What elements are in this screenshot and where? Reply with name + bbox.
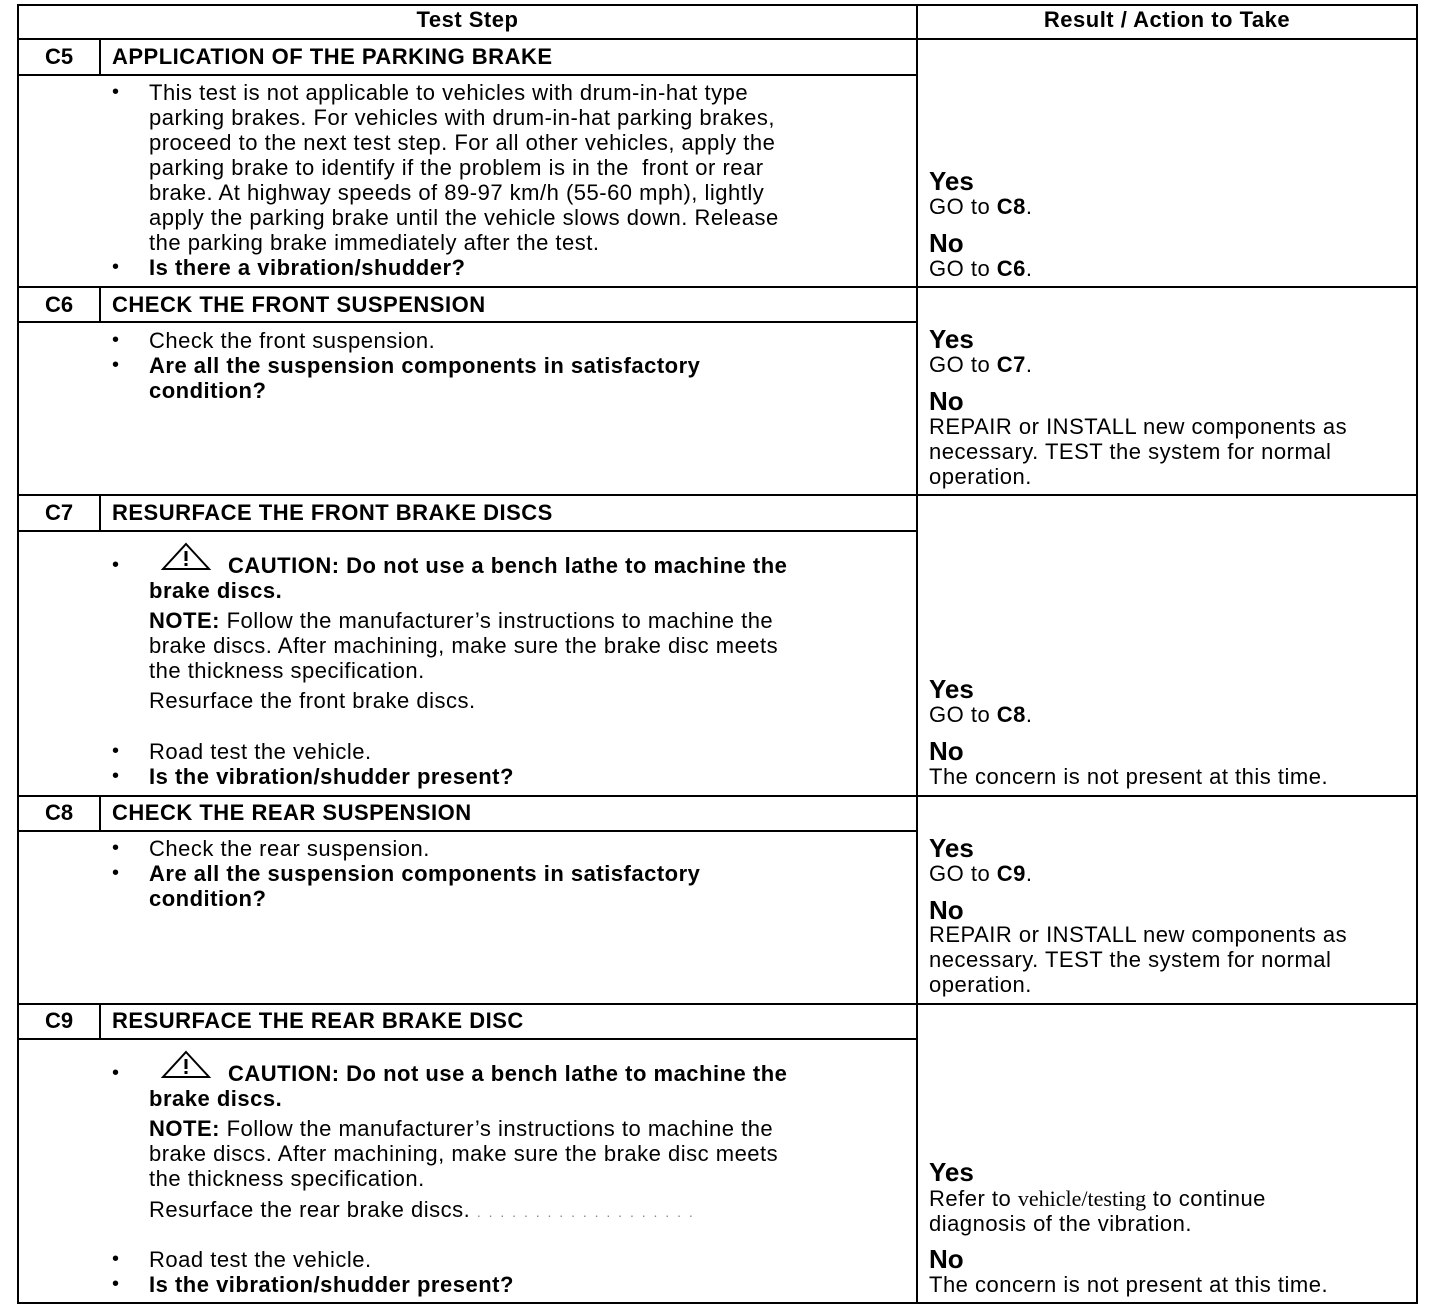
step-action: Resurface the rear brake discs. . . . . . . . . . . . . . . . . . . . [149,1197,695,1222]
goto-target: C8 [996,702,1026,727]
step-text-line: apply the parking brake until the vehicle slows down. Release [149,205,779,230]
step-question: condition? [149,886,267,911]
note-text: brake discs. After machining, make sure the brake disc meets [149,633,779,658]
goto-target: C9 [996,861,1026,886]
step-text-line: parking brake to identify if the problem is in the front or rear [149,155,764,180]
step-question: condition? [149,378,267,403]
step-action: Resurface the front brake discs. [149,688,476,713]
note-text: the thickness specification. [149,1166,425,1191]
bullet: • [112,1248,120,1270]
note-label: NOTE: [149,608,220,633]
step-text-line: Road test the vehicle. [149,739,372,764]
no-action: The concern is not present at this time. [929,1272,1329,1297]
step-text-line: Check the rear suspension. [149,836,430,861]
step-text-line: This test is not applicable to vehicles with drum-in-hat type [149,80,749,105]
step-question: Is the vibration/shudder present? [149,1272,514,1297]
step-question: Is the vibration/shudder present? [149,764,514,789]
step-text-line: Check the front suspension. [149,328,436,353]
goto-target: C7 [996,352,1026,377]
warning-triangle-icon [160,1050,212,1080]
yes-label: Yes [929,674,974,704]
no-action-line: operation. [929,972,1032,997]
step-text-line: parking brakes. For vehicles with drum-in-hat parking brakes, [149,105,775,130]
no-action: GO to C6. [929,256,1033,281]
no-action-line: REPAIR or INSTALL new components as [929,922,1348,947]
step-title: RESURFACE THE REAR BRAKE DISC [112,1008,524,1033]
yes-label: Yes [929,324,974,354]
yes-label: Yes [929,833,974,863]
bullet: • [112,329,120,351]
yes-action: GO to C8. [929,702,1033,727]
step-code: C7 [44,500,74,525]
step-question: Are all the suspension components in satisfactory [149,861,701,886]
no-label: No [929,386,964,416]
step-text-line: proceed to the next test step. For all other vehicles, apply the [149,130,776,155]
step-text-line: brake. At highway speeds of 89-97 km/h (55-60 mph), lightly [149,180,765,205]
faint-text: . . . . . . . . . . . . . . . . . . . [476,1204,695,1220]
step-title: RESURFACE THE FRONT BRAKE DISCS [112,500,553,525]
no-action-line: REPAIR or INSTALL new components as [929,414,1348,439]
goto-target: C8 [996,194,1026,219]
header-test-step: Test Step [416,7,519,32]
step-text-line: the parking brake immediately after the test. [149,230,600,255]
yes-label: Yes [929,1157,974,1187]
no-label: No [929,895,964,925]
bullet: • [112,765,120,787]
step-question: Is there a vibration/shudder? [149,255,466,280]
bullet: • [112,256,120,278]
note-text: NOTE: Follow the manufacturer’s instructions to machine the [149,1116,774,1141]
yes-action-line: diagnosis of the vibration. [929,1211,1192,1236]
note-text: the thickness specification. [149,658,425,683]
caution-text: brake discs. [149,578,283,603]
step-code: C5 [44,44,74,69]
bullet: • [112,740,120,762]
step-code: C8 [44,800,74,825]
step-code: C6 [44,292,74,317]
bullet: • [112,1062,120,1084]
caution-text: brake discs. [149,1086,283,1111]
yes-action: GO to C8. [929,194,1033,219]
note-label: NOTE: [149,1116,220,1141]
bullet: • [112,81,120,103]
no-action-line: necessary. TEST the system for normal [929,439,1332,464]
step-title: CHECK THE FRONT SUSPENSION [112,292,486,317]
step-question: Are all the suspension components in satisfactory [149,353,701,378]
step-code: C9 [44,1008,74,1033]
bullet: • [112,1273,120,1295]
no-label: No [929,1244,964,1274]
no-label: No [929,736,964,766]
goto-target: C6 [996,256,1026,281]
bullet: • [112,862,120,884]
step-text-line: Road test the vehicle. [149,1247,372,1272]
step-title: CHECK THE REAR SUSPENSION [112,800,472,825]
no-action: The concern is not present at this time. [929,764,1329,789]
bullet: • [112,837,120,859]
yes-action: GO to C7. [929,352,1033,377]
yes-action: Refer to vehicle/testing to continue [929,1186,1266,1211]
no-action-line: operation. [929,464,1032,489]
yes-label: Yes [929,166,974,196]
header-result-action: Result / Action to Take [1043,7,1291,32]
step-title: APPLICATION OF THE PARKING BRAKE [112,44,553,69]
warning-triangle-icon [160,542,212,572]
caution-text: CAUTION: Do not use a bench lathe to machine the [228,1061,788,1086]
caution-text: CAUTION: Do not use a bench lathe to machine the [228,553,788,578]
vehicle-testing-reference: vehicle/testing [1017,1186,1147,1211]
note-text: brake discs. After machining, make sure the brake disc meets [149,1141,779,1166]
note-text: NOTE: Follow the manufacturer’s instructions to machine the [149,608,774,633]
bullet: • [112,354,120,376]
bullet: • [112,554,120,576]
no-action-line: necessary. TEST the system for normal [929,947,1332,972]
yes-action: GO to C9. [929,861,1033,886]
no-label: No [929,228,964,258]
